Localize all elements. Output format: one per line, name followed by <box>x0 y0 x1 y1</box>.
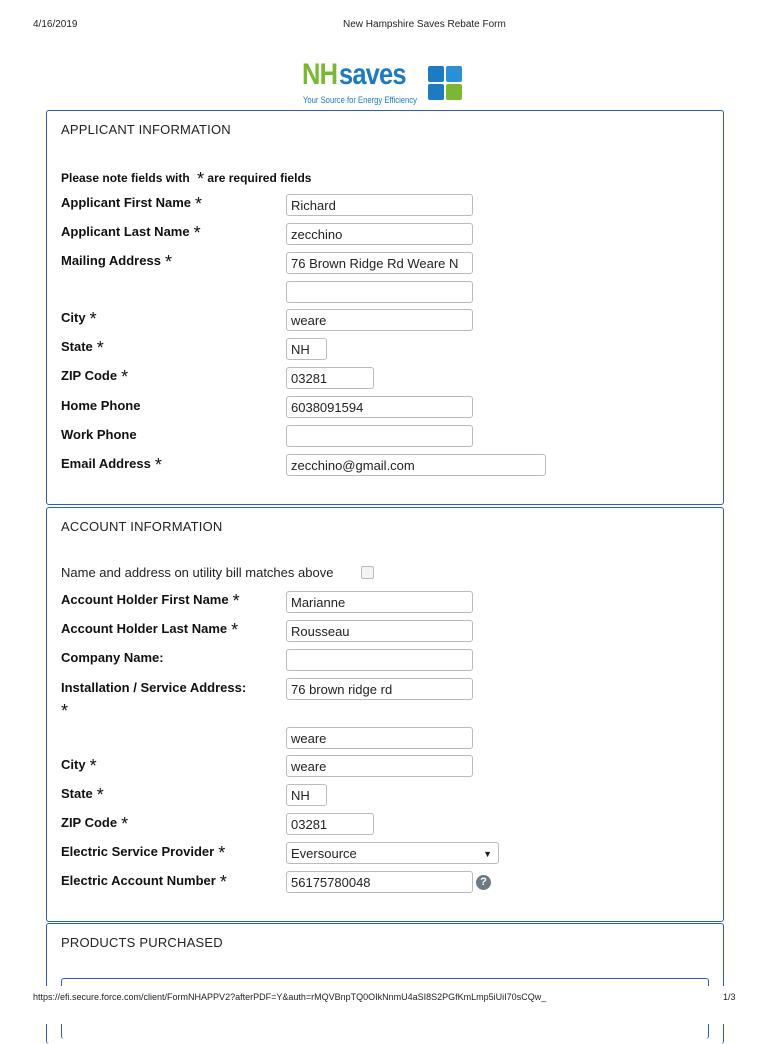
applicant-zip-input[interactable]: 03281 <box>286 367 374 389</box>
logo-saves-text: saves <box>339 58 406 91</box>
applicant-state-label: State * <box>61 338 104 358</box>
products-section-title: PRODUCTS PURCHASED <box>61 935 223 950</box>
applicant-state-input[interactable]: NH <box>286 338 327 360</box>
applicant-section-title: APPLICANT INFORMATION <box>61 122 231 137</box>
logo-tiles-icon <box>428 66 464 102</box>
mailing-address-label: Mailing Address * <box>61 252 172 272</box>
home-phone-label: Home Phone <box>61 398 141 413</box>
applicant-first-name-label: Applicant First Name * <box>61 194 203 214</box>
holder-last-name-input[interactable]: Rousseau <box>286 620 473 642</box>
applicant-last-name-input[interactable]: zecchino <box>286 223 473 245</box>
service-address-required <box>57 701 69 721</box>
electric-account-number-label: Electric Account Number * <box>61 872 227 892</box>
applicant-last-name-label: Applicant Last Name * <box>61 223 201 243</box>
required-star-icon: * <box>96 338 104 358</box>
required-star-icon: * <box>231 620 239 640</box>
bill-matches-label: Name and address on utility bill matches above <box>61 565 334 580</box>
applicant-city-label: City * <box>61 309 97 329</box>
dropdown-caret-icon: ▼ <box>483 849 492 859</box>
applicant-zip-label: ZIP Code * <box>61 367 129 387</box>
work-phone-input[interactable] <box>286 425 473 447</box>
account-zip-label: ZIP Code * <box>61 814 129 834</box>
logo-tagline: Your Source for Energy Efficiency <box>303 95 417 105</box>
note-prefix: Please note fields with <box>61 171 190 185</box>
required-star-icon: * <box>195 194 203 214</box>
electric-provider-label: Electric Service Provider * <box>61 843 226 863</box>
account-city-label: City * <box>61 756 97 776</box>
account-information-panel <box>46 507 724 922</box>
electric-account-number-input[interactable]: 56175780048 <box>286 871 473 893</box>
applicant-first-name-input[interactable]: Richard <box>286 194 473 216</box>
required-star-icon: * <box>154 455 162 475</box>
email-address-input[interactable]: zecchino@gmail.com <box>286 454 546 476</box>
products-purchased-panel <box>46 923 724 1044</box>
required-star-icon: * <box>164 252 172 272</box>
required-star-icon: * <box>96 785 104 805</box>
note-suffix: are required fields <box>207 171 312 185</box>
mailing-address-line1-input[interactable]: 76 Brown Ridge Rd Weare N <box>286 252 473 274</box>
account-zip-input[interactable]: 03281 <box>286 813 374 835</box>
account-section-title: ACCOUNT INFORMATION <box>61 519 223 534</box>
account-state-input[interactable]: NH <box>286 784 327 806</box>
required-star-icon: * <box>61 701 69 721</box>
work-phone-label: Work Phone <box>61 427 137 442</box>
company-name-label: Company Name: <box>61 650 164 665</box>
required-star-icon: * <box>89 309 97 329</box>
required-star-icon: * <box>232 591 240 611</box>
holder-first-name-label: Account Holder First Name * <box>61 591 240 611</box>
required-star-icon: * <box>218 843 226 863</box>
service-address-line2-input[interactable]: weare <box>286 727 473 749</box>
required-star-icon: * <box>89 756 97 776</box>
company-name-input[interactable] <box>286 649 473 671</box>
service-address-label: Installation / Service Address: <box>61 680 247 695</box>
required-star-icon: * <box>121 367 129 387</box>
nhsaves-logo <box>302 58 468 108</box>
home-phone-input[interactable]: 6038091594 <box>286 396 473 418</box>
required-star-icon: * <box>197 169 205 189</box>
email-address-label: Email Address * <box>61 455 162 475</box>
required-star-icon: * <box>193 223 201 243</box>
footer-page-number: 1/3 <box>723 992 736 1002</box>
required-star-icon: * <box>121 814 129 834</box>
bill-matches-checkbox[interactable] <box>361 566 374 579</box>
mailing-address-line2-input[interactable] <box>286 281 473 303</box>
holder-first-name-input[interactable]: Marianne <box>286 591 473 613</box>
holder-last-name-label: Account Holder Last Name * <box>61 620 239 640</box>
required-star-icon: * <box>219 872 227 892</box>
account-state-label: State * <box>61 785 104 805</box>
required-fields-note <box>61 169 312 189</box>
applicant-city-input[interactable]: weare <box>286 309 473 331</box>
electric-provider-select[interactable] <box>286 842 499 864</box>
service-address-line1-input[interactable]: 76 brown ridge rd <box>286 678 473 700</box>
print-title: New Hampshire Saves Rebate Form <box>343 19 506 30</box>
applicant-information-panel <box>46 110 724 505</box>
footer-url: https://efi.secure.force.com/client/FormNHAPPV2?afterPDF=Y&auth=rMQVBnpTQ0OIkNnmU4aSI8S2PGfKmLmp5iUiI70sCQw_ <box>33 992 547 1002</box>
help-icon[interactable]: ? <box>476 875 491 890</box>
account-city-input[interactable]: weare <box>286 755 473 777</box>
electric-provider-value: Eversource <box>291 846 357 861</box>
print-date: 4/16/2019 <box>33 19 78 30</box>
logo-nh-text: NH <box>302 58 338 91</box>
